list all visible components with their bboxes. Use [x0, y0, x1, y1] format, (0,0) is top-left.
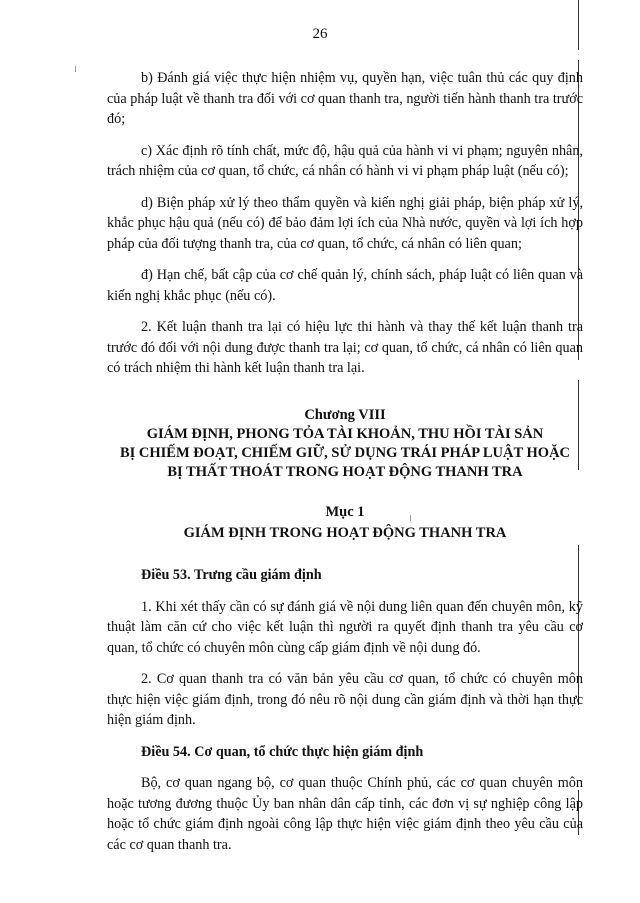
chapter-title-line: BỊ CHIẾM ĐOẠT, CHIẾM GIỮ, SỬ DỤNG TRÁI PHÁP LUẬT HOẶC	[119, 445, 571, 461]
article-54-heading: Điều 54. Cơ quan, tổ chức thực hiện giám định	[141, 743, 424, 760]
section-title: GIÁM ĐỊNH TRONG HOẠT ĐỘNG THANH TRA	[183, 524, 507, 541]
scan-edge-line	[578, 0, 579, 50]
clause-d: d) Biện pháp xử lý theo thẩm quyền và kiến nghị giải pháp, biện pháp xử lý, khắc phục hậu quả (nếu có) để bảo đảm lợi ích của Nhà nước, quyền và lợi ích hợp pháp của đối tượng thanh tra, của cơ quan, tổ chức, cá nhân có liên quan;	[107, 194, 583, 252]
article-53-heading: Điều 53. Trưng cầu giám định	[141, 567, 322, 583]
page-number: 26	[312, 26, 328, 42]
scan-mark	[75, 66, 76, 72]
chapter-label: Chương VIII	[304, 406, 386, 423]
clause-2: 2. Kết luận thanh tra lại có hiệu lực thi hành và thay thế kết luận thanh tra trước đó đối với nội dung được thanh tra lại; cơ quan, tổ chức, cá nhân có liên quan có trách nhiệm thi hành kết luận thanh tra lại.	[107, 319, 583, 376]
article-53-paragraph: 1. Khi xét thấy cần có sự đánh giá về nội dung liên quan đến chuyên môn, kỹ thuật làm căn cứ cho việc kết luận thì người ra quyết định thanh tra yêu cầu cơ quan, tổ chức có chuyên môn cùng cấp giám định về nội dung đó.	[107, 598, 583, 656]
clause-c: c) Xác định rõ tính chất, mức độ, hậu quả của hành vi vi phạm; nguyên nhân, trách nhiệm của cơ quan, tổ chức, cá nhân có hành vi vi phạm pháp luật (nếu có);	[107, 142, 583, 179]
document-body	[107, 68, 583, 866]
clause-b: b) Đánh giá việc thực hiện nhiệm vụ, quyền hạn, việc tuân thủ các quy định của pháp luật về thanh tra đối với cơ quan thanh tra, người tiến hành thanh tra trước đó;	[107, 70, 583, 127]
clause-dd: đ) Hạn chế, bất cập của cơ chế quản lý, chính sách, pháp luật có liên quan và kiến nghị khắc phục (nếu có).	[107, 267, 583, 304]
article-53-paragraph: 2. Cơ quan thanh tra có văn bản yêu cầu cơ quan, tổ chức có chuyên môn thực hiện việc giám định, trong đó nêu rõ nội dung cần giám định và thời hạn thực hiện giám định.	[107, 671, 583, 728]
chapter-title-line: GIÁM ĐỊNH, PHONG TỎA TÀI KHOẢN, THU HỒI TÀI SẢN	[146, 426, 544, 442]
section-label: Mục 1	[325, 504, 365, 520]
article-54-paragraph: Bộ, cơ quan ngang bộ, cơ quan thuộc Chính phủ, các cơ quan chuyên môn hoặc tương đương thuộc Ủy ban nhân dân cấp tỉnh, các đơn vị sự nghiệp công lập hoặc tổ chức giám định ngoài công lập thực hiện việc giám định theo yêu cầu của các cơ quan thanh tra.	[107, 775, 583, 853]
chapter-title-line: BỊ THẤT THOÁT TRONG HOẠT ĐỘNG THANH TRA	[167, 464, 523, 480]
